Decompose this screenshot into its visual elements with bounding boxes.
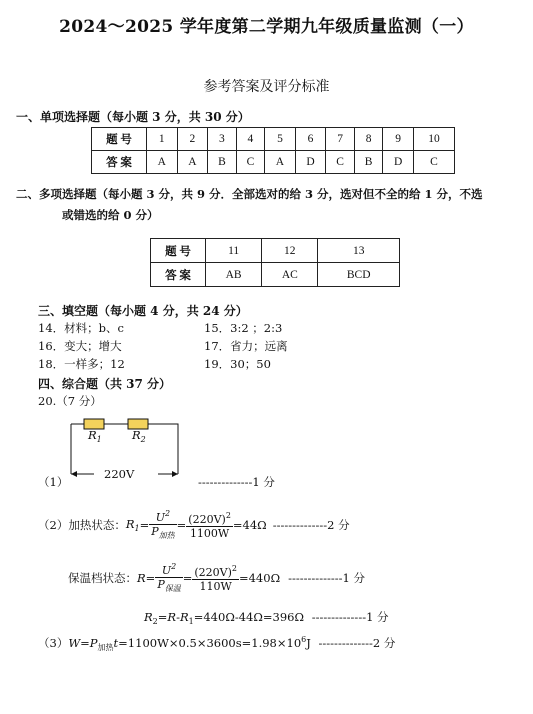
table-cell: 3 <box>208 128 236 151</box>
q20-label: 20.（7 分） <box>38 394 102 408</box>
fill-answer-15: 15．3:2 ；2:3 <box>204 321 283 335</box>
part1-label: （1） <box>38 475 69 489</box>
label-r1: $R_1$ <box>88 428 102 444</box>
table-cell: 2 <box>177 128 208 151</box>
fraction-values: $\frac{(220V)^2}{1100W}$ <box>188 510 231 540</box>
part2c-score: --------------1 分 <box>311 610 389 624</box>
fraction-values: $\frac{(220V)^2}{110W}$ <box>194 563 237 593</box>
table-cell: 7 <box>326 128 354 151</box>
fill-answer-18: 18．一样多；12 <box>38 357 125 371</box>
arrow-right-icon <box>172 471 178 477</box>
fill-answer-17: 17．省力；远离 <box>204 339 288 353</box>
table-row <box>92 128 455 151</box>
part2-heating-formula: （2）加热状态： $R_1$ = $\frac{U^2}{P_{加热}}$ = $\frac{(220V)^2}{1100W}$ =44Ω --------------2 分 <box>38 509 350 540</box>
table-cell: C <box>326 151 354 174</box>
part2b-score: --------------1 分 <box>288 571 365 585</box>
table-cell: 1 <box>147 128 178 151</box>
section1-answer-table <box>91 127 455 174</box>
table-cell: A <box>147 151 178 174</box>
page-title: 2024～2025 学年度第二学期九年级质量监测（一） <box>59 17 474 37</box>
section1-heading: 一、单项选择题（每小题 3 分，共 30 分） <box>16 110 250 124</box>
table-row <box>92 151 455 174</box>
table-cell: AC <box>262 263 318 287</box>
table-cell: BCD <box>318 263 400 287</box>
fill-answer-16: 16．变大；增大 <box>38 339 122 353</box>
table-cell: 6 <box>295 128 326 151</box>
part2-lhs: $R_1$ <box>125 517 140 533</box>
section3-heading: 三、填空题（每小题 4 分，共 24 分） <box>38 304 248 318</box>
part2-label: （2）加热状态： <box>38 518 126 532</box>
section2-heading <box>16 186 483 202</box>
table-cell: 5 <box>265 128 296 151</box>
table-row <box>151 263 400 287</box>
part1-score: --------------1 分 <box>198 475 275 489</box>
row-label-question: 题 号 <box>151 239 206 263</box>
part2b-label: 保温档状态： <box>68 571 137 585</box>
table-cell: C <box>236 151 264 174</box>
table-cell: 8 <box>354 128 382 151</box>
part2-score: --------------2 分 <box>272 518 350 532</box>
part2b-result: =440Ω <box>238 571 281 585</box>
section2-heading-line2: 或错选的给 0 分） <box>62 208 159 222</box>
table-cell: A <box>265 151 296 174</box>
fill-answer-14: 14．材料；b、c <box>38 321 124 335</box>
part3-score: --------------2 分 <box>318 636 396 650</box>
table-row <box>151 239 400 263</box>
section2-answer-table <box>150 238 400 287</box>
table-cell: A <box>177 151 208 174</box>
row-label-answer: 答 案 <box>151 263 206 287</box>
fill-answer-19: 19．30；50 <box>204 357 271 371</box>
part3-label: （3） <box>38 636 69 650</box>
page-subtitle: 参考答案及评分标准 <box>203 79 330 95</box>
part2-keepwarm-formula: 保温档状态： R = $\frac{U^2}{P_{保温}}$ = $\frac{(220V)^2}{110W}$ =440Ω --------------1 分 <box>68 562 365 593</box>
table-cell: 10 <box>413 128 454 151</box>
fraction-u2-over-p: $\frac{U^2}{P_{保温}}$ <box>157 562 181 593</box>
table-cell: B <box>208 151 236 174</box>
table-cell: 9 <box>383 128 414 151</box>
fraction-u2-over-p: $\frac{U^2}{P_{加热}}$ <box>151 509 175 540</box>
row-label-question: 题 号 <box>92 128 147 151</box>
table-cell: D <box>383 151 414 174</box>
label-r2: $R_2$ <box>132 428 146 444</box>
table-cell: 4 <box>236 128 264 151</box>
section2-heading-line1: 二、多项选择题（每小题 3 分，共 9 分．全部选对的给 3 分，选对但不全的给 1 分，不选 <box>16 187 483 201</box>
part3-formula: $(3)W=P_{加热}t=1100W\times 0.5\times 3600s=1.98\times 10^6J$ --------------2 分 <box>38 635 396 652</box>
table-cell: C <box>413 151 454 174</box>
part2-result: =44Ω <box>232 518 267 532</box>
table-cell: AB <box>206 263 262 287</box>
part2b-lhs: R <box>137 571 146 585</box>
table-cell: B <box>354 151 382 174</box>
table-cell: 11 <box>206 239 262 263</box>
table-cell: 13 <box>318 239 400 263</box>
part2-r2-formula: $R_2=R-R_1=440\Omega-44\Omega=396\Omega$ --------------1 分 <box>144 610 389 626</box>
arrow-left-icon <box>71 471 77 477</box>
label-voltage: 220V <box>104 467 135 481</box>
table-cell: D <box>295 151 326 174</box>
section4-heading: 四、综合题（共 37 分） <box>38 377 172 391</box>
table-cell: 12 <box>262 239 318 263</box>
row-label-answer: 答 案 <box>92 151 147 174</box>
